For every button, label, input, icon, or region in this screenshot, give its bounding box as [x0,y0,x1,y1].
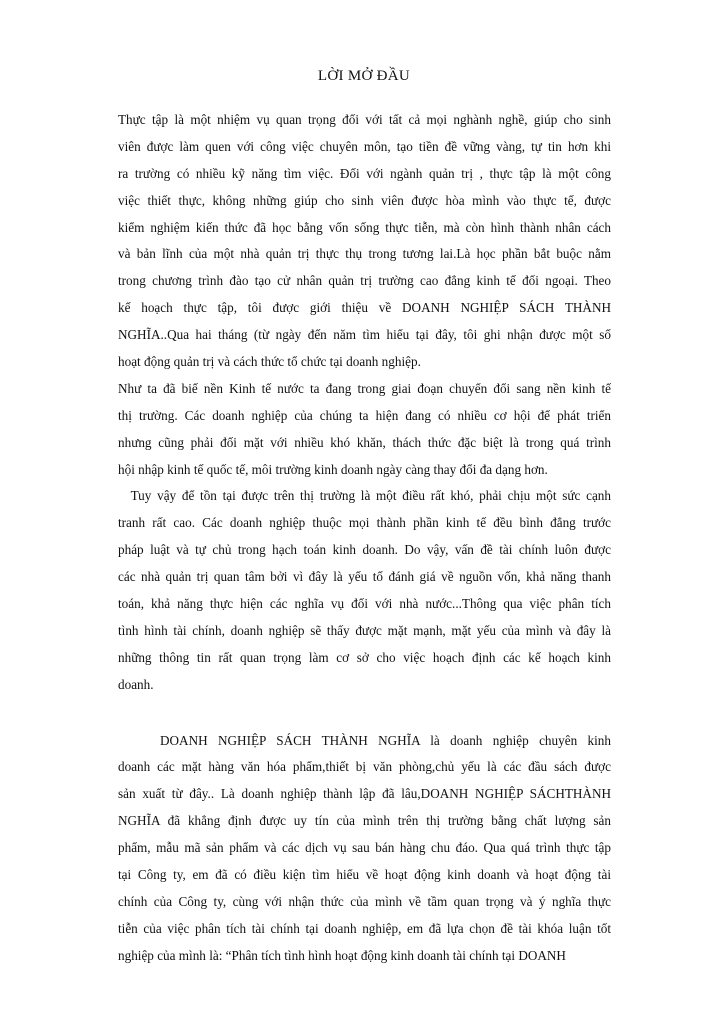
text-line: viên được làm quen với công việc chuyên môn, tạo tiền đề vững vàng, tự tin hơn khi [118,138,611,154]
text-line: doanh các mặt hàng văn hóa phẩm,thiết bị văn phòng,chủ yếu là các đầu sách được [118,759,611,775]
text-line: hoạt động quản trị và cách thức tổ chức tại doanh nghiệp. [118,354,421,370]
text-line: ra trường có nhiều kỹ năng tìm việc. Đối với ngành quản trị , thực tập là một công [118,165,611,181]
text-line: nghiệp của mình là: “Phân tích tình hình hoạt động kinh doanh tài chính tại DOANH [118,947,566,963]
text-line: trong chương trình đào tạo cử nhân quản trị trường cao đẳng kinh tế đối ngoại. Theo [118,273,611,289]
text-line: tranh rất cao. Các doanh nghiệp thuộc mọi thành phần kinh tế đều bình đẳng trước [118,515,611,531]
document-body [118,107,611,970]
text-line: Thực tập là một nhiệm vụ quan trọng đối với tất cả mọi nghành nghề, giúp cho sinh [118,112,611,127]
text-line: và bản lĩnh của một nhà quản trị thực thụ trong tương lai.Là học phần bắt buộc nằm [118,246,611,262]
paragraph-gap [118,699,611,728]
text-line: tình hình tài chính, doanh nghiệp sẽ thấy được mặt mạnh, mặt yếu của mình và đây là [118,622,611,638]
text-line: việc thiết thực, không những giúp cho sinh viên được hòa mình vào thực tế, được [118,192,611,208]
text-line: thị trường. Các doanh nghiệp của chúng ta hiện đang có nhiều cơ hội để phát triển [118,407,611,423]
text-line: phẩm, mẫu mã sản phẩm và các dịch vụ sau bán hàng chu đáo. Qua quá trình thực tập [118,840,611,856]
text-line: Như ta đã biế nền Kinh tế nước ta đang trong giai đoạn chuyển đổi sang nền kinh tế [118,380,611,396]
text-line: kế hoạch thực tập, tôi được giới thiệu về DOANH NGHIỆP SÁCH THÀNH [118,300,611,316]
text-line: pháp luật và tự chủ trong hạch toán kinh doanh. Do vậy, vấn đề tài chính luôn được [118,542,611,558]
text-line: Tuy vậy để tồn tại được trên thị trường là một điều rất khó, phải chịu một sức cạnh [130,488,611,504]
text-line: sản xuất từ đây.. Là doanh nghiệp thành lập đã lâu,DOANH NGHIỆP SÁCHTHÀNH [118,786,611,802]
text-line: NGHĨA..Qua hai tháng (từ ngày đến năm tìm hiểu tại đây, tôi ghi nhận được một số [118,327,611,343]
paragraph-p3 [118,483,611,698]
text-line: các nhà quản trị quan tâm bởi vì đây là yếu tố đánh giá về nguồn vốn, khả năng thanh [118,569,611,585]
text-line: tại Công ty, em đã có điều kiện tìm hiểu về hoạt động kinh doanh và hoạt động tài [118,867,611,883]
text-line: nhưng cũng phải đối mặt với nhiều khó khăn, thách thức đặc biệt là trong quá trình [118,434,611,450]
text-line: DOANH NGHIỆP SÁCH THÀNH NGHĨA là doanh nghiệp chuyên kinh [160,732,611,748]
text-line: tiễn của việc phân tích tài chính tại doanh nghiệp, em đã lựa chọn đề tài khóa luận tốt [118,920,611,936]
text-line: chính của Công ty, cùng với nhận thức của mình về tầm quan trọng và ý nghĩa thực [118,893,611,909]
text-line: toán, khả năng thực hiện các nghĩa vụ đối với nhà nước...Thông qua việc phân tích [118,596,611,612]
paragraph-p1 [118,107,611,376]
text-line: doanh. [118,676,154,692]
paragraph-p2 [118,376,611,484]
text-line: những thông tin rất quan trọng làm cơ sở cho việc hoạch định các kế hoạch kinh [118,649,611,665]
text-line: kiểm nghiệm kiến thức đã học bằng vốn sống thực tiễn, mà còn hình thành nhân cách [118,219,611,235]
text-line: hội nhập kinh tế quốc tế, môi trường kinh doanh ngày càng thay đổi đa dạng hơn. [118,461,548,477]
paragraph-p4 [118,728,611,970]
text-line: NGHĨA đã khẳng định được uy tín của mình trên thị trường bằng chất lượng sản [118,813,611,829]
page-title: LỜI MỞ ĐẦU [317,68,411,84]
